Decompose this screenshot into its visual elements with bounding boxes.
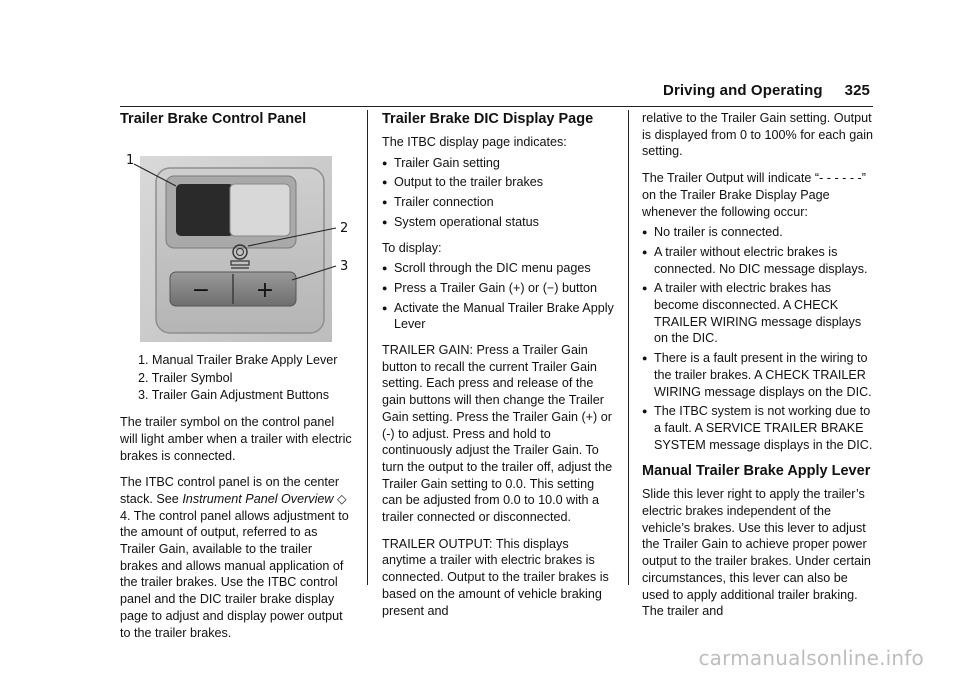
gain-plus-button: + xyxy=(255,278,275,303)
column-3 xyxy=(642,110,874,630)
header-rule xyxy=(120,106,873,107)
section-heading-control-panel: Trailer Brake Control Panel xyxy=(120,111,307,127)
cross-reference-link[interactable]: Instrument Panel Overview xyxy=(182,491,334,506)
list-item: ● Activate the Manual Trailer Brake Apply Lever xyxy=(382,300,614,333)
page-number: 325 xyxy=(844,82,870,99)
list-item: ● A trailer with electric brakes has become disconnected. A CHECK TRAILER WIRING message displays on the DIC. xyxy=(642,280,874,347)
list-item: ● Scroll through the DIC menu pages xyxy=(382,260,614,277)
control-panel-illustration xyxy=(120,142,360,342)
paragraph: The ITBC display page indicates: xyxy=(382,135,567,149)
list-item: ● A trailer without electric brakes is connected. No DIC message displays. xyxy=(642,244,874,277)
legend-item: 1. Manual Trailer Brake Apply Lever xyxy=(138,353,338,367)
text-run: The control panel allows adjustment to the amount of output, referred to as Trailer Gain, available to the trailer brakes and allows manual application of the trailer brakes. Use the ITBC control panel and the DIC trailer brake display page to adjust and display power output to the trailer brakes. xyxy=(120,508,349,640)
indicates-list xyxy=(382,155,614,231)
paragraph: Slide this lever right to apply the trailer’s electric brakes independent of the vehicle’s brakes. Use this lever to adjust the Trailer Gain to achieve proper power output to the trailer brakes. Under certain circumstances, this lever can also be used to apply additional trailer braking. The trailer and xyxy=(642,487,871,619)
conditions-list xyxy=(642,224,874,453)
list-item: ● Trailer Gain setting xyxy=(382,155,614,172)
paragraph: To display: xyxy=(382,240,442,255)
legend-item: 2. Trailer Symbol xyxy=(138,370,233,385)
page-ref: ◇ 4. xyxy=(120,491,347,523)
list-item: ● Output to the trailer brakes xyxy=(382,174,614,191)
callout-1: 1 xyxy=(126,153,135,168)
list-item: ● Press a Trailer Gain (+) or (−) button xyxy=(382,280,614,297)
page-header xyxy=(663,82,870,99)
list-item: ● There is a fault present in the wiring to the trailer brakes. A CHECK TRAILER WIRING message displays on the DIC. xyxy=(642,350,874,400)
callout-2: 2 xyxy=(340,221,349,236)
paragraph-trailer-output: TRAILER OUTPUT: This displays anytime a trailer with electric brakes is connected. Output to the trailer brakes is based on the amount of vehicle braking present and xyxy=(382,536,609,618)
section-heading-manual-lever: Manual Trailer Brake Apply Lever xyxy=(642,463,871,480)
paragraph-trailer-gain: TRAILER GAIN: Press a Trailer Gain button to recall the current Trailer Gain setting. Each press and release of the gain buttons will then change the Trailer Gain setting. Press the Trailer Gain (+) or (-) to adjust. Press and hold to continuously adjust the Trailer Gain. To turn the output to the trailer off, adjust the Trailer Gain setting to 0.0. This setting can be adjusted from 0.0 to 10.0 with a trailer connected or disconnected. xyxy=(382,343,613,525)
watermark: carmanualsonline.info xyxy=(698,646,924,670)
paragraph: The Trailer Output will indicate “- - - - - -” on the Trailer Brake Display Page whenever the following occur: xyxy=(642,171,866,219)
list-item: ● Trailer connection xyxy=(382,194,614,211)
paragraph: relative to the Trailer Gain setting. Output is displayed from 0 to 100% for each gain setting. xyxy=(642,111,874,159)
list-item: ● System operational status xyxy=(382,214,614,231)
callout-3: 3 xyxy=(340,259,349,274)
text-run: The ITBC control panel is on the center stack. See xyxy=(120,475,340,506)
section-title: Driving and Operating xyxy=(663,82,823,99)
legend-item: 3. Trailer Gain Adjustment Buttons xyxy=(138,388,330,403)
figure-legend xyxy=(138,352,352,404)
section-heading-dic-display: Trailer Brake DIC Display Page xyxy=(382,111,594,127)
column-divider-2 xyxy=(628,110,629,585)
column-divider-1 xyxy=(367,110,368,585)
list-item: ● No trailer is connected. xyxy=(642,224,874,241)
apply-lever xyxy=(230,184,290,236)
apply-lever-slot xyxy=(176,184,234,236)
paragraph xyxy=(120,474,352,641)
column-1 xyxy=(120,110,352,651)
paragraph: The trailer symbol on the control panel will light amber when a trailer with electric brakes is connected. xyxy=(120,415,352,463)
list-item: ● The ITBC system is not working due to a fault. A SERVICE TRAILER BRAKE SYSTEM message displays in the DIC. xyxy=(642,403,874,453)
gain-minus-button: − xyxy=(191,278,211,303)
display-steps-list xyxy=(382,260,614,333)
control-panel-figure xyxy=(120,142,360,342)
column-2 xyxy=(382,110,614,629)
